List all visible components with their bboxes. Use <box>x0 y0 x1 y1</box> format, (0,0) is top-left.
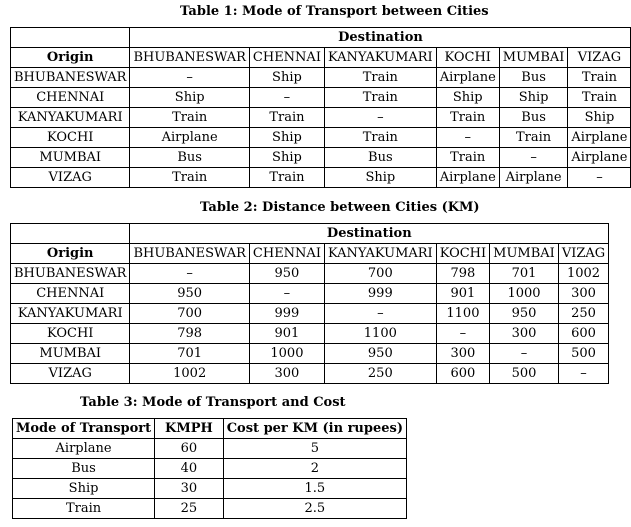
table-cell: Airplane <box>499 168 568 188</box>
table-cell: – <box>568 168 631 188</box>
table-cell: Train <box>436 148 499 168</box>
table-cell: Train <box>249 168 324 188</box>
table-cell: 950 <box>130 284 249 304</box>
table-cell: 1000 <box>490 284 559 304</box>
table-cell: Bus <box>130 148 249 168</box>
table-cell: 798 <box>436 264 489 284</box>
table-cell: 250 <box>324 364 436 384</box>
origin-cell: VIZAG <box>11 168 130 188</box>
table-row <box>11 304 609 324</box>
table-row <box>13 499 407 519</box>
table-cell: 798 <box>130 324 249 344</box>
table-cell: 950 <box>324 344 436 364</box>
table-row <box>11 168 631 188</box>
table-row <box>11 128 631 148</box>
origin-cell: KANYAKUMARI <box>11 304 130 324</box>
column-header: KOCHI <box>436 244 489 264</box>
origin-cell: CHENNAI <box>11 88 130 108</box>
table-row <box>11 344 609 364</box>
table-cell: Ship <box>13 479 155 499</box>
table-cell: Train <box>568 88 631 108</box>
table-cell: – <box>499 148 568 168</box>
table-cell: Airplane <box>13 439 155 459</box>
table-cell: Ship <box>436 88 499 108</box>
table-cell: – <box>324 108 436 128</box>
table-cell: – <box>436 324 489 344</box>
table-cell: 1002 <box>130 364 249 384</box>
cost-table <box>12 418 407 519</box>
table-cell: 701 <box>490 264 559 284</box>
table1-caption: Table 1: Mode of Transport between Cities <box>180 4 489 19</box>
column-header: CHENNAI <box>249 244 324 264</box>
origin-cell: MUMBAI <box>11 344 130 364</box>
origin-cell: VIZAG <box>11 364 130 384</box>
table-cell: Airplane <box>436 168 499 188</box>
column-header: CHENNAI <box>249 48 324 68</box>
table-row <box>11 264 609 284</box>
table-cell: Bus <box>13 459 155 479</box>
table-cell: 2.5 <box>223 499 406 519</box>
destination-header: Destination <box>130 28 631 48</box>
table-cell: 700 <box>324 264 436 284</box>
table-cell: Ship <box>249 68 324 88</box>
transport-mode-table <box>10 27 631 188</box>
origin-cell: KOCHI <box>11 324 130 344</box>
table-cell: Train <box>324 128 436 148</box>
column-header: KMPH <box>155 419 224 439</box>
column-header: BHUBANESWAR <box>130 244 249 264</box>
origin-header: Origin <box>11 244 130 264</box>
table-cell: Ship <box>249 148 324 168</box>
column-header: Mode of Transport <box>13 419 155 439</box>
table-cell: – <box>130 264 249 284</box>
table-row <box>11 88 631 108</box>
table-cell: – <box>324 304 436 324</box>
table-cell: 250 <box>558 304 608 324</box>
origin-cell: BHUBANESWAR <box>11 68 130 88</box>
table-cell: 25 <box>155 499 224 519</box>
table-cell: – <box>130 68 249 88</box>
table-cell: Ship <box>130 88 249 108</box>
table-cell: 701 <box>130 344 249 364</box>
table-cell: Airplane <box>436 68 499 88</box>
table-cell: 999 <box>249 304 324 324</box>
table-cell: 300 <box>490 324 559 344</box>
table-cell: 1000 <box>249 344 324 364</box>
table2-caption: Table 2: Distance between Cities (KM) <box>200 200 480 215</box>
table-cell: – <box>249 88 324 108</box>
blank-header-cell <box>11 28 130 48</box>
table-cell: 300 <box>436 344 489 364</box>
table-cell: Ship <box>249 128 324 148</box>
table-cell: 950 <box>490 304 559 324</box>
table-cell: 60 <box>155 439 224 459</box>
table-cell: 950 <box>249 264 324 284</box>
table-cell: 901 <box>436 284 489 304</box>
table-row <box>13 479 407 499</box>
table-cell: Airplane <box>130 128 249 148</box>
column-header: BHUBANESWAR <box>130 48 249 68</box>
table-cell: Ship <box>499 88 568 108</box>
table-cell: 2 <box>223 459 406 479</box>
column-header: MUMBAI <box>490 244 559 264</box>
table-cell: 1100 <box>436 304 489 324</box>
table-cell: Train <box>436 108 499 128</box>
table-cell: 300 <box>249 364 324 384</box>
origin-cell: BHUBANESWAR <box>11 264 130 284</box>
table-row <box>11 108 631 128</box>
column-header: KANYAKUMARI <box>324 244 436 264</box>
table3-caption: Table 3: Mode of Transport and Cost <box>80 395 346 410</box>
blank-header-cell <box>11 224 130 244</box>
table-cell: 300 <box>558 284 608 304</box>
origin-header: Origin <box>11 48 130 68</box>
column-header: Cost per KM (in rupees) <box>223 419 406 439</box>
destination-header: Destination <box>130 224 609 244</box>
table-row <box>13 439 407 459</box>
table-cell: 500 <box>490 364 559 384</box>
table-cell: Train <box>130 168 249 188</box>
table-cell: 40 <box>155 459 224 479</box>
table-cell: Train <box>499 128 568 148</box>
table-cell: 901 <box>249 324 324 344</box>
table-cell: 1.5 <box>223 479 406 499</box>
table-cell: Train <box>130 108 249 128</box>
table-row <box>11 148 631 168</box>
table-cell: Train <box>568 68 631 88</box>
column-header: MUMBAI <box>499 48 568 68</box>
table-row <box>11 324 609 344</box>
table-cell: 999 <box>324 284 436 304</box>
table-cell: 1100 <box>324 324 436 344</box>
origin-cell: KANYAKUMARI <box>11 108 130 128</box>
table-cell: 5 <box>223 439 406 459</box>
table-cell: Ship <box>568 108 631 128</box>
table-cell: – <box>558 364 608 384</box>
table-cell: Airplane <box>568 128 631 148</box>
table-cell: Bus <box>499 68 568 88</box>
table-cell: Train <box>324 88 436 108</box>
table-cell: Bus <box>324 148 436 168</box>
table-cell: 1002 <box>558 264 608 284</box>
table-cell: Ship <box>324 168 436 188</box>
table-row <box>11 364 609 384</box>
column-header: KANYAKUMARI <box>324 48 436 68</box>
origin-cell: KOCHI <box>11 128 130 148</box>
table-cell: 600 <box>436 364 489 384</box>
column-header: KOCHI <box>436 48 499 68</box>
table-cell: – <box>249 284 324 304</box>
table-row <box>13 459 407 479</box>
origin-cell: CHENNAI <box>11 284 130 304</box>
table-cell: 700 <box>130 304 249 324</box>
table-cell: 30 <box>155 479 224 499</box>
table-row <box>11 284 609 304</box>
table-cell: – <box>436 128 499 148</box>
column-header: VIZAG <box>558 244 608 264</box>
table-cell: 500 <box>558 344 608 364</box>
table-cell: Train <box>249 108 324 128</box>
column-header: VIZAG <box>568 48 631 68</box>
table-cell: Airplane <box>568 148 631 168</box>
table-row <box>11 68 631 88</box>
table-cell: Bus <box>499 108 568 128</box>
origin-cell: MUMBAI <box>11 148 130 168</box>
table-cell: – <box>490 344 559 364</box>
table-cell: Train <box>324 68 436 88</box>
table-cell: 600 <box>558 324 608 344</box>
table-cell: Train <box>13 499 155 519</box>
distance-table <box>10 223 609 384</box>
